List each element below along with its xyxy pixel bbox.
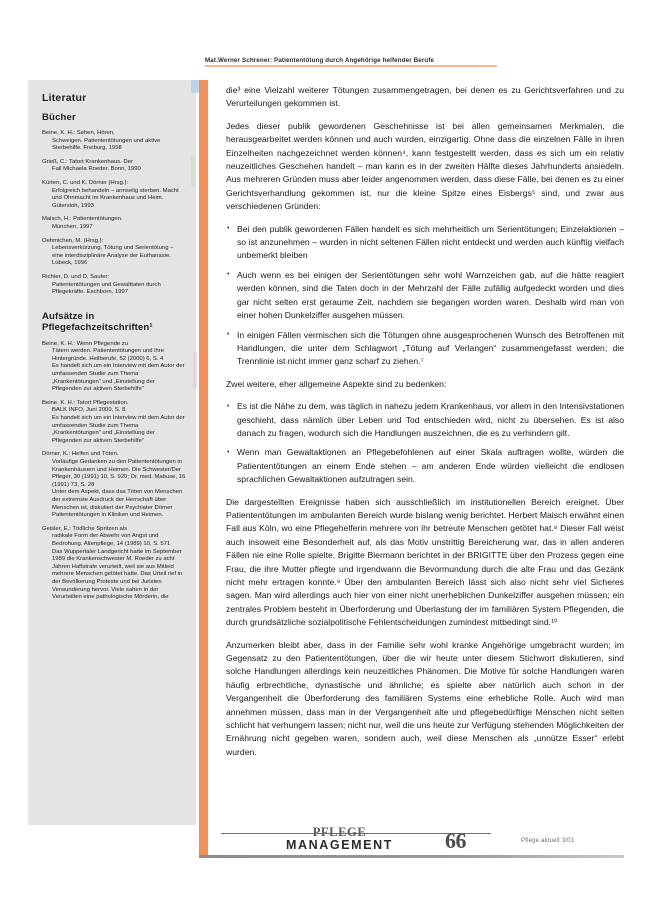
reference-author: Beine, K. H.: Sehen, Hören, xyxy=(42,130,115,136)
reference-author: Beine, K. H.: Wenn Pflegende zu xyxy=(42,340,129,347)
reference-entry xyxy=(42,180,186,210)
bullet-list-item: • Wenn man Gewaltaktionen an Pflegebefohlenen auf einer Skala auftragen wollte, würden die Patiententötungen an einem Ende stehen – am anderen Ende würden vielleicht die endlosen sprachlichen Gewaltaktionen aufzutragen sein. xyxy=(226,446,624,486)
reference-entry xyxy=(42,341,186,394)
main-text-column xyxy=(226,84,624,768)
reference-author: Richter, D. und D. Sauter: xyxy=(42,273,110,280)
blue-margin-tick xyxy=(191,80,199,93)
reference-author: Kürten, C. und K. Dörner (Hrsg.): xyxy=(42,179,129,186)
reference-detail: Tätern werden. Patiententötungen und ihre Hintergründe. Heilberufe, 52 (2000) 6, S. 4 xyxy=(52,348,164,362)
reference-detail: München, 1997 xyxy=(52,223,93,230)
reference-note: Es handelt sich um ein Interview mit dem Autor der umfassenden Studie zum Thema „Krankentötungen“ und „Einstellung der Pflegenden zur aktiven Sterbehilfe“ xyxy=(52,415,185,444)
sidebar-heading: Literatur xyxy=(42,92,87,104)
reference-entry xyxy=(42,130,186,153)
bullet-list-item: • Es ist die Nähe zu dem, was täglich in nahezu jedem Krankenhaus, vor allem in den Intensivstationen geschieht, dass nämlich über Leben und Tod entschieden wird, nicht zu übersehen. Es ist also danach zu fragen, wodurch sich die Handlungen auszeichnen, die es zu verhindern gilt. xyxy=(226,400,624,440)
articles-reference-list xyxy=(42,341,186,602)
reference-entry xyxy=(42,400,186,446)
sidebar-content xyxy=(42,92,186,602)
bullet-list-item: • In einigen Fällen vermischen sich die Tötungen ohne ausgesprochenen Wunsch des Betroffenen mit Handlungen, die unter dem Schlagwort „Tötung auf Verlangen“ zusammengefasst werden; die Trennlinie ist nicht immer ganz scharf zu ziehen.⁷ xyxy=(226,329,624,369)
page-footer xyxy=(199,825,624,868)
reference-entry xyxy=(42,526,186,602)
bullet-list-item: • Auch wenn es bei einigen der Serientötungen sehr wohl Warnzeichen gab, auf die hätte reagiert werden können, sind die Taten doch in der Mehrzahl der Fälle zufällig aufgedeckt worden und dies gar nicht selten erst geraume Zeit, nachdem sie begangen worden waren. Deshalb wird man von einer hohen Dunkelziffer ausgehen müssen. xyxy=(226,269,624,323)
reference-entry xyxy=(42,238,186,268)
reference-author: Grieß, C.: Tatort Krankenhaus. Der xyxy=(42,158,133,165)
reference-author: Maisch, H.: Patiententötungen. xyxy=(42,216,123,223)
reference-detail: Schweigen. Patiententötungen und aktive Sterbehilfe. Freiburg, 1998 xyxy=(52,137,161,152)
body-paragraph: Die dargestellten Ereignisse haben sich ausschließlich im institutionellen Bereich ereignet. Über Patiententötungen im ambulanten Bereich wurde bislang wenig berichtet. Herbert Maisch erwähnt einen Fall aus Köln, wo eine Pflegehelferin mehrere von ihr betreute Menschen getötet hat.⁸ Dieser Fall weist auch insoweit eine Besonderheit auf, als das Motiv unstrittig Bereicherung war, das in allen anderen Fällen nie eine Rolle spielte. Brigitte Biermann berichtet in der BRIGITTE über den Prozess gegen eine Frau, die ihre Mutter pflegte und irgendwann die Bevormundung durch die alte Frau und das Gezänk nicht mehr ertragen konnte.⁹ Über den ambulanten Bereich lässt sich also nicht sehr viel Sicheres sagen. Man wird allerdings auch hier von einer nicht unerheblichen Dunkelziffer ausgehen müssen; ein zentrales Problem besteht in Überforderung und Überlastung der im familiären System Pflegenden, die durch grundsätzliche sozialpolitische Fehlentscheidungen zumindest mitbedingt sind.¹⁰ xyxy=(226,496,624,628)
issue-label: Pflege aktuell 3/01 xyxy=(521,838,575,844)
green-margin-tick xyxy=(191,156,196,186)
reference-author: Dörner, K.: Helfen und Töten. xyxy=(42,451,119,458)
bullet-list xyxy=(226,223,624,369)
books-reference-list xyxy=(42,130,186,297)
reference-detail: Lebensverkürzung, Tötung und Serientötung – eine interdisziplinäre Analyse der Euthanasie. Lübeck, 1996 xyxy=(52,245,174,267)
body-paragraph: Zwei weitere, eher allgemeine Aspekte sind zu bedenken: xyxy=(226,378,447,389)
reference-note: Das Wuppertaler Landgericht hatte im September 1989 die Krankenschwester M. Roeder zu acht Jahren Haftstrafe verurteilt, weil sie aus Mitleid mehrere Menschen getötet hatte. Das Urteil rief in der Bevölkerung Proteste und bei Juristen Verwunderung hervor. Viele sahen in der Verurteilten eine pathologische Mörderin, die xyxy=(52,548,183,601)
bullet-list xyxy=(226,400,624,486)
orange-separator-bar xyxy=(199,80,208,858)
reference-entry xyxy=(42,159,186,174)
logo-line-pflege: PFLEGE xyxy=(312,825,367,839)
pflege-management-logo xyxy=(247,826,432,852)
reference-detail: Fall Michaela Roeder. Bonn, 1990 xyxy=(52,166,141,173)
running-head-rule xyxy=(205,65,497,67)
reference-detail: Erfolgreich behandeln – armselig sterben. Macht und Ohnmacht im Krankenhaus und Heim. Gütersloh, 1993 xyxy=(52,187,179,209)
reference-detail: Vorläufige Gedanken zu den Patiententötungen in Krankenhäusern und Heimen. Die Schwester/Der Pfleger, 30 (1991) 10, S. 920; Dr. med. Mabuse, 16 (1991) 73, S. 28 xyxy=(52,459,186,488)
reference-author: Oehmichen, M. (Hrsg.): xyxy=(42,237,104,244)
running-head xyxy=(205,57,625,68)
reference-detail: Patiententötungen und Gewalttaten durch Pflegekräfte. Eschborn, 1997 xyxy=(52,281,161,296)
bullet-list-item: • Bei den publik gewordenen Fällen handelt es sich mehrheitlich um Serientötungen; Einzelaktionen – so ist anzunehmen – wurden in nicht seltenen Fällen nicht entdeckt und werden auch künftig vielfach unbemerkt bleiben xyxy=(226,223,624,263)
pink-margin-tick xyxy=(193,352,197,388)
reference-detail: radikale Form der Abwehr von Angst und Bedrohung. Altenpflege, 14 (1989) 10, S. 571 xyxy=(52,533,171,547)
literature-sidebar xyxy=(28,80,196,825)
reference-author: Beine, K. H.: Tatort Pflegestation. xyxy=(42,399,129,406)
body-paragraph: Anzumerken bleibt aber, dass in der Familie sehr wohl kranke Angehörige umgebracht wurden; im Gegensatz zu den Patiententötungen, über die wir heute unter diesem Stichwort diskutieren, sind solche Handlungen allerdings kein neuzeitliches Phänomen. Die Motive für solche Handlungen waren häufig erbrechtliche, dynastische und ähnliche; es spielte aber natürlich auch schon in der Vergangenheit die Überforderung des familiären Systems eine erhebliche Rolle. Auch wird man annehmen müssen, dass man in der Vergangenheit alte und pflegebedürftige Menschen nicht selten schlicht hat verhungern lassen; nicht nur, weil die uns heute zur Verfügung stehenden Möglichkeiten der Ernährung nicht gegeben waren, sondern auch, weil diese Menschen als „unnütze Esser“ erlebt wurden. xyxy=(226,639,624,757)
sidebar-subheading-books: Bücher xyxy=(42,112,76,123)
logo-line-management: MANAGEMENT xyxy=(286,838,393,852)
footer-rule-bottom xyxy=(199,855,624,858)
sidebar-subheading-articles: Aufsätze in Pflegefachzeitschriften¹ xyxy=(42,310,153,333)
page-number: 66 xyxy=(445,828,466,853)
reference-entry xyxy=(42,216,186,231)
reference-entry xyxy=(42,451,186,519)
reference-author: Geisler, E.: Tödliche Spritzen als xyxy=(42,525,128,532)
reference-detail: BALK INFO, Juni 2000, S. 8 xyxy=(52,407,126,414)
reference-entry xyxy=(42,274,186,297)
running-head-text: Mat.Werner Schrener: Patiententötung durch Angehörige helfender Berufe xyxy=(205,57,435,64)
reference-note: Es handelt sich um ein Interview mit dem Autor der umfassenden Studie zum Thema „Krankentötungen“ und „Einstellung der Pflegenden zur aktiven Sterbehilfe“ xyxy=(52,363,185,393)
body-paragraph: Jedes dieser publik gewordenen Geschehnisse ist bei allen gemeinsamen Merkmalen, die herausgearbeitet werden können und auch wurden, einzigartig. Ohne dass die einzelnen Fälle in ihren Einzelheiten nachgezeichnet werden können⁴, kann festgestellt werden, dass es sich um ein relativ neuzeitliches Geschehen handelt – man kann es in der zweiten Hälfte dieses Jahrhunderts ansiedeln. Aus mehreren Gründen muss aber leider angenommen werden, dass diese Fälle, bei denen es zu einer Gerichtsverhandlung gekommen ist, nur die kleine Spitze eines Eisbergs⁵ sind, und zwar aus verschiedenen Gründen: xyxy=(226,120,624,212)
body-paragraph: die³ eine Vielzahl weiterer Tötungen zusammengetragen, bei denen es zu Gerichtsverfahren und zu Verurteilungen gekommen ist. xyxy=(226,85,624,109)
reference-note: Unter dem Aspekt, dass das Töten von Menschen der extremste Ausdruck der Herrschaft über Menschen ist, diskutiert der Psychiater Dörner Patiententötungen in Kliniken und Heimen. xyxy=(52,489,183,519)
